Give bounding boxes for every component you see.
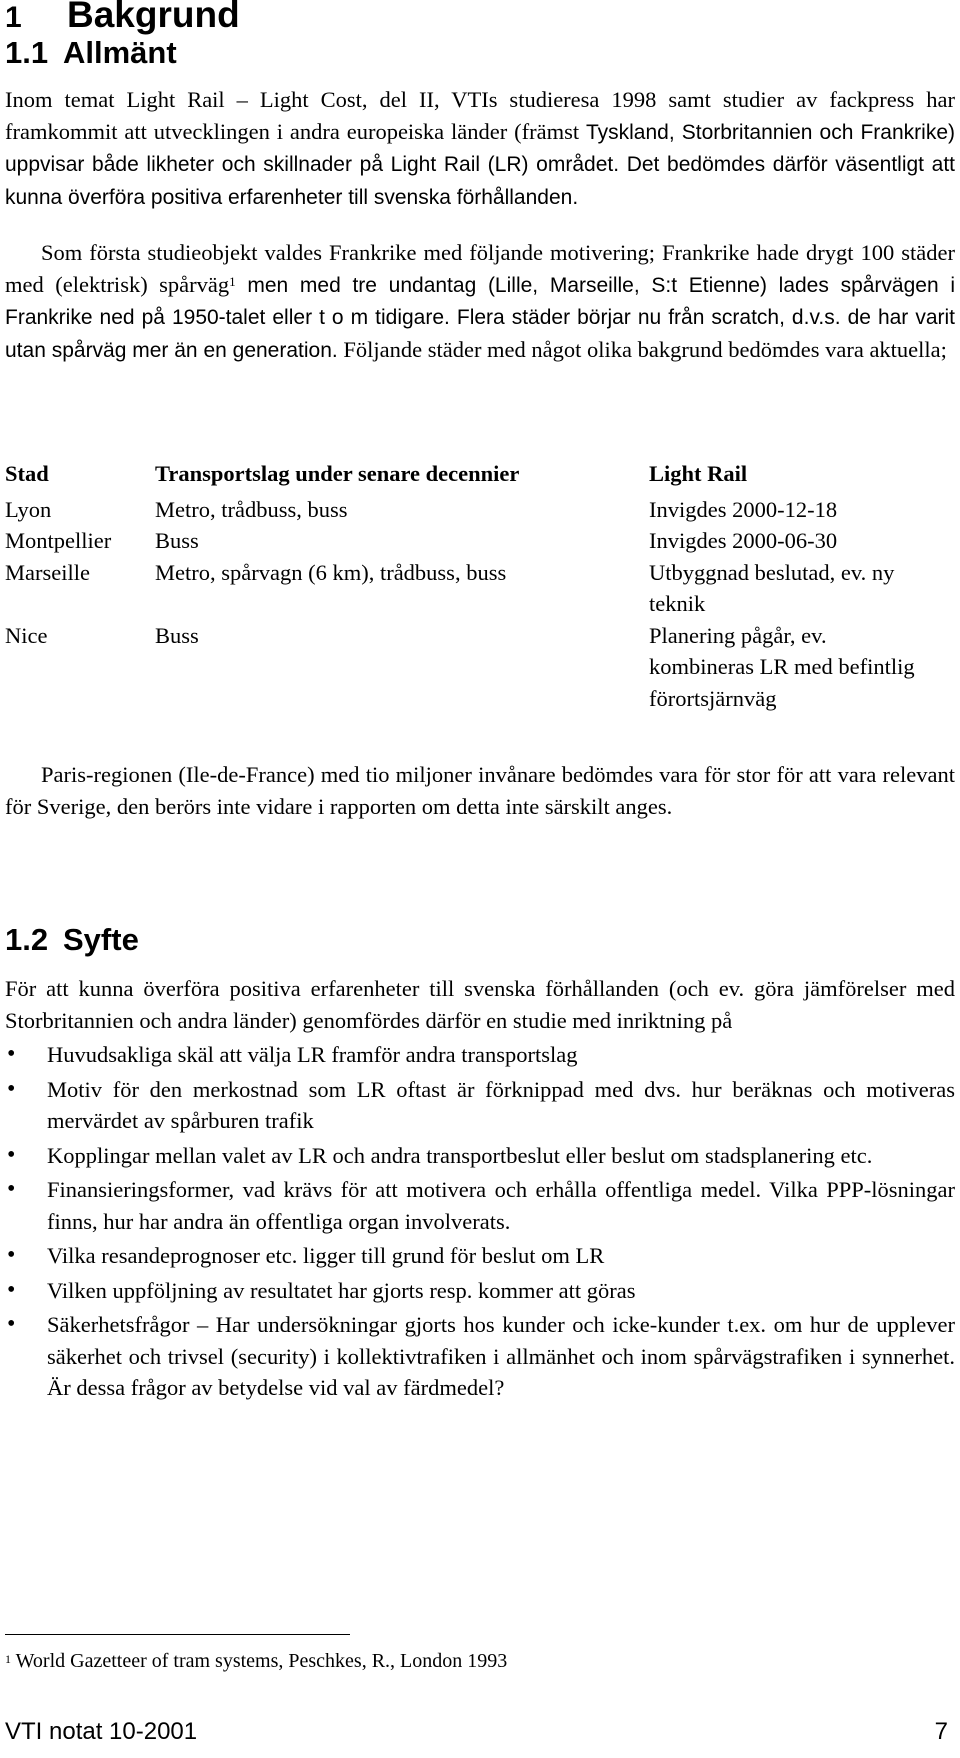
study-object-text-c: Följande städer med något olika bakgrund bedömdes vara aktuella; <box>337 336 947 362</box>
page-footer <box>5 1718 948 1746</box>
list-item: • Säkerhetsfrågor – Har undersökningar gjorts hos kunder och icke-kunder t.ex. om hur de upplever säkerhet och trivsel (security) i kollektivtrafiken i allmänhet och inom spårvägstrafiken i synnerhet. Är dessa frågor av betydelse vid val av färdmedel? <box>5 1309 955 1404</box>
section-number: 1.1 <box>5 35 49 70</box>
intro-text-b: Tyskland, Storbritannien och Frankrike) uppvisar både likheter och skillnader på Light Rail (LR) området. Det bedömdes därför väsentligt att kunna överföra positiva erfarenheter till svenska förhållanden. <box>5 120 955 209</box>
list-item: • Motiv för den merkostnad som LR oftast är förknippad med dvs. hur beräknas och motiveras mervärdet av spårburen trafik <box>5 1074 955 1137</box>
table-header-row <box>5 458 919 494</box>
footnote <box>5 1648 507 1674</box>
purpose-paragraph: För att kunna överföra positiva erfarenheter till svenska förhållanden (och ev. göra jämförelser med Storbritannien och andra länder) genomfördes därför en studie med inriktning på <box>5 976 955 1033</box>
section-title: Syfte <box>63 922 139 957</box>
header-transport: Transportslag under senare decennier <box>155 461 520 486</box>
study-object-text-b: men med tre undantag (Lille, Marseille, S:t Etienne) lades spårvägen i Frankrike ned på 1950-talet eller t o m tidigare. Flera städer börjar nu från scratch, d.v.s. de har varit utan spårväg mer än en generation. <box>5 273 955 362</box>
intro-text-a: Inom temat Light Rail – Light Cost, del II, VTIs studieresa 1998 samt studier av fackpress har framkommit att utvecklingen i andra europeiska länder (främst <box>5 87 955 144</box>
cell-city: Marseille <box>5 559 90 585</box>
section-heading-1-1 <box>5 35 177 71</box>
cell-light-rail: Planering pågår, ev. kombineras LR med befintlig förortsjärnväg <box>649 622 915 711</box>
city-table <box>5 458 919 714</box>
cell-transport: Buss <box>155 528 199 553</box>
section-title: Allmänt <box>63 35 177 70</box>
footer-page-number: 7 <box>934 1718 948 1745</box>
footnote-text: World Gazetteer of tram systems, Peschkes, R., London 1993 <box>15 1650 508 1672</box>
paris-paragraph: Paris-regionen (Ile-de-France) med tio miljoner invånare bedömdes vara för stor för att vara relevant för Sverige, den berörs inte vidare i rapporten om detta inte särskilt anges. <box>5 762 955 819</box>
footnote-number: 1 <box>5 1652 11 1666</box>
table-row <box>5 620 919 715</box>
section-number: 1 <box>5 1 22 34</box>
cell-city: Nice <box>5 622 48 648</box>
cell-light-rail: Invigdes 2000-12-18 <box>649 496 838 522</box>
section-heading-1-2 <box>5 922 139 958</box>
section-title: Bakgrund <box>67 0 240 35</box>
cell-light-rail: Invigdes 2000-06-30 <box>649 528 838 553</box>
study-object-text-a: Som första studieobjekt valdes Frankrike med följande motivering; Frankrike hade drygt 100 städer med (elektrisk) spårväg <box>5 240 955 297</box>
section-heading-1 <box>5 0 240 36</box>
cell-transport: Metro, trådbuss, buss <box>155 496 348 522</box>
footnote-reference: 1 <box>229 273 236 289</box>
list-item: • Huvudsakliga skäl att välja LR framför andra transportslag <box>5 1039 955 1071</box>
cell-city: Lyon <box>5 496 52 522</box>
table-row <box>5 525 919 557</box>
cell-transport: Buss <box>155 622 199 648</box>
footnote-divider <box>5 1634 350 1635</box>
list-item: • Vilken uppföljning av resultatet har gjorts resp. kommer att göras <box>5 1275 955 1307</box>
list-item: • Finansieringsformer, vad krävs för att motivera och erhålla offentliga medel. Vilka PPP-lösningar finns, hur har andra än offentliga organ involverats. <box>5 1174 955 1237</box>
cell-city: Montpellier <box>5 528 112 553</box>
list-item: • Vilka resandeprognoser etc. ligger till grund för beslut om LR <box>5 1240 955 1272</box>
intro-paragraph <box>5 84 955 213</box>
table-row <box>5 557 919 620</box>
list-item: • Kopplingar mellan valet av LR och andra transportbeslut eller beslut om stadsplanering etc. <box>5 1140 955 1172</box>
cell-transport: Metro, spårvagn (6 km), trådbuss, buss <box>155 559 507 585</box>
footer-publication: VTI notat 10-2001 <box>5 1718 198 1745</box>
table-row <box>5 494 919 526</box>
header-light-rail: Light Rail <box>649 461 748 486</box>
cell-light-rail: Utbyggnad beslutad, ev. ny teknik <box>649 559 895 616</box>
goals-list <box>5 1039 955 1407</box>
study-object-paragraph <box>5 237 955 366</box>
header-city: Stad <box>5 461 49 486</box>
section-number: 1.2 <box>5 922 49 957</box>
